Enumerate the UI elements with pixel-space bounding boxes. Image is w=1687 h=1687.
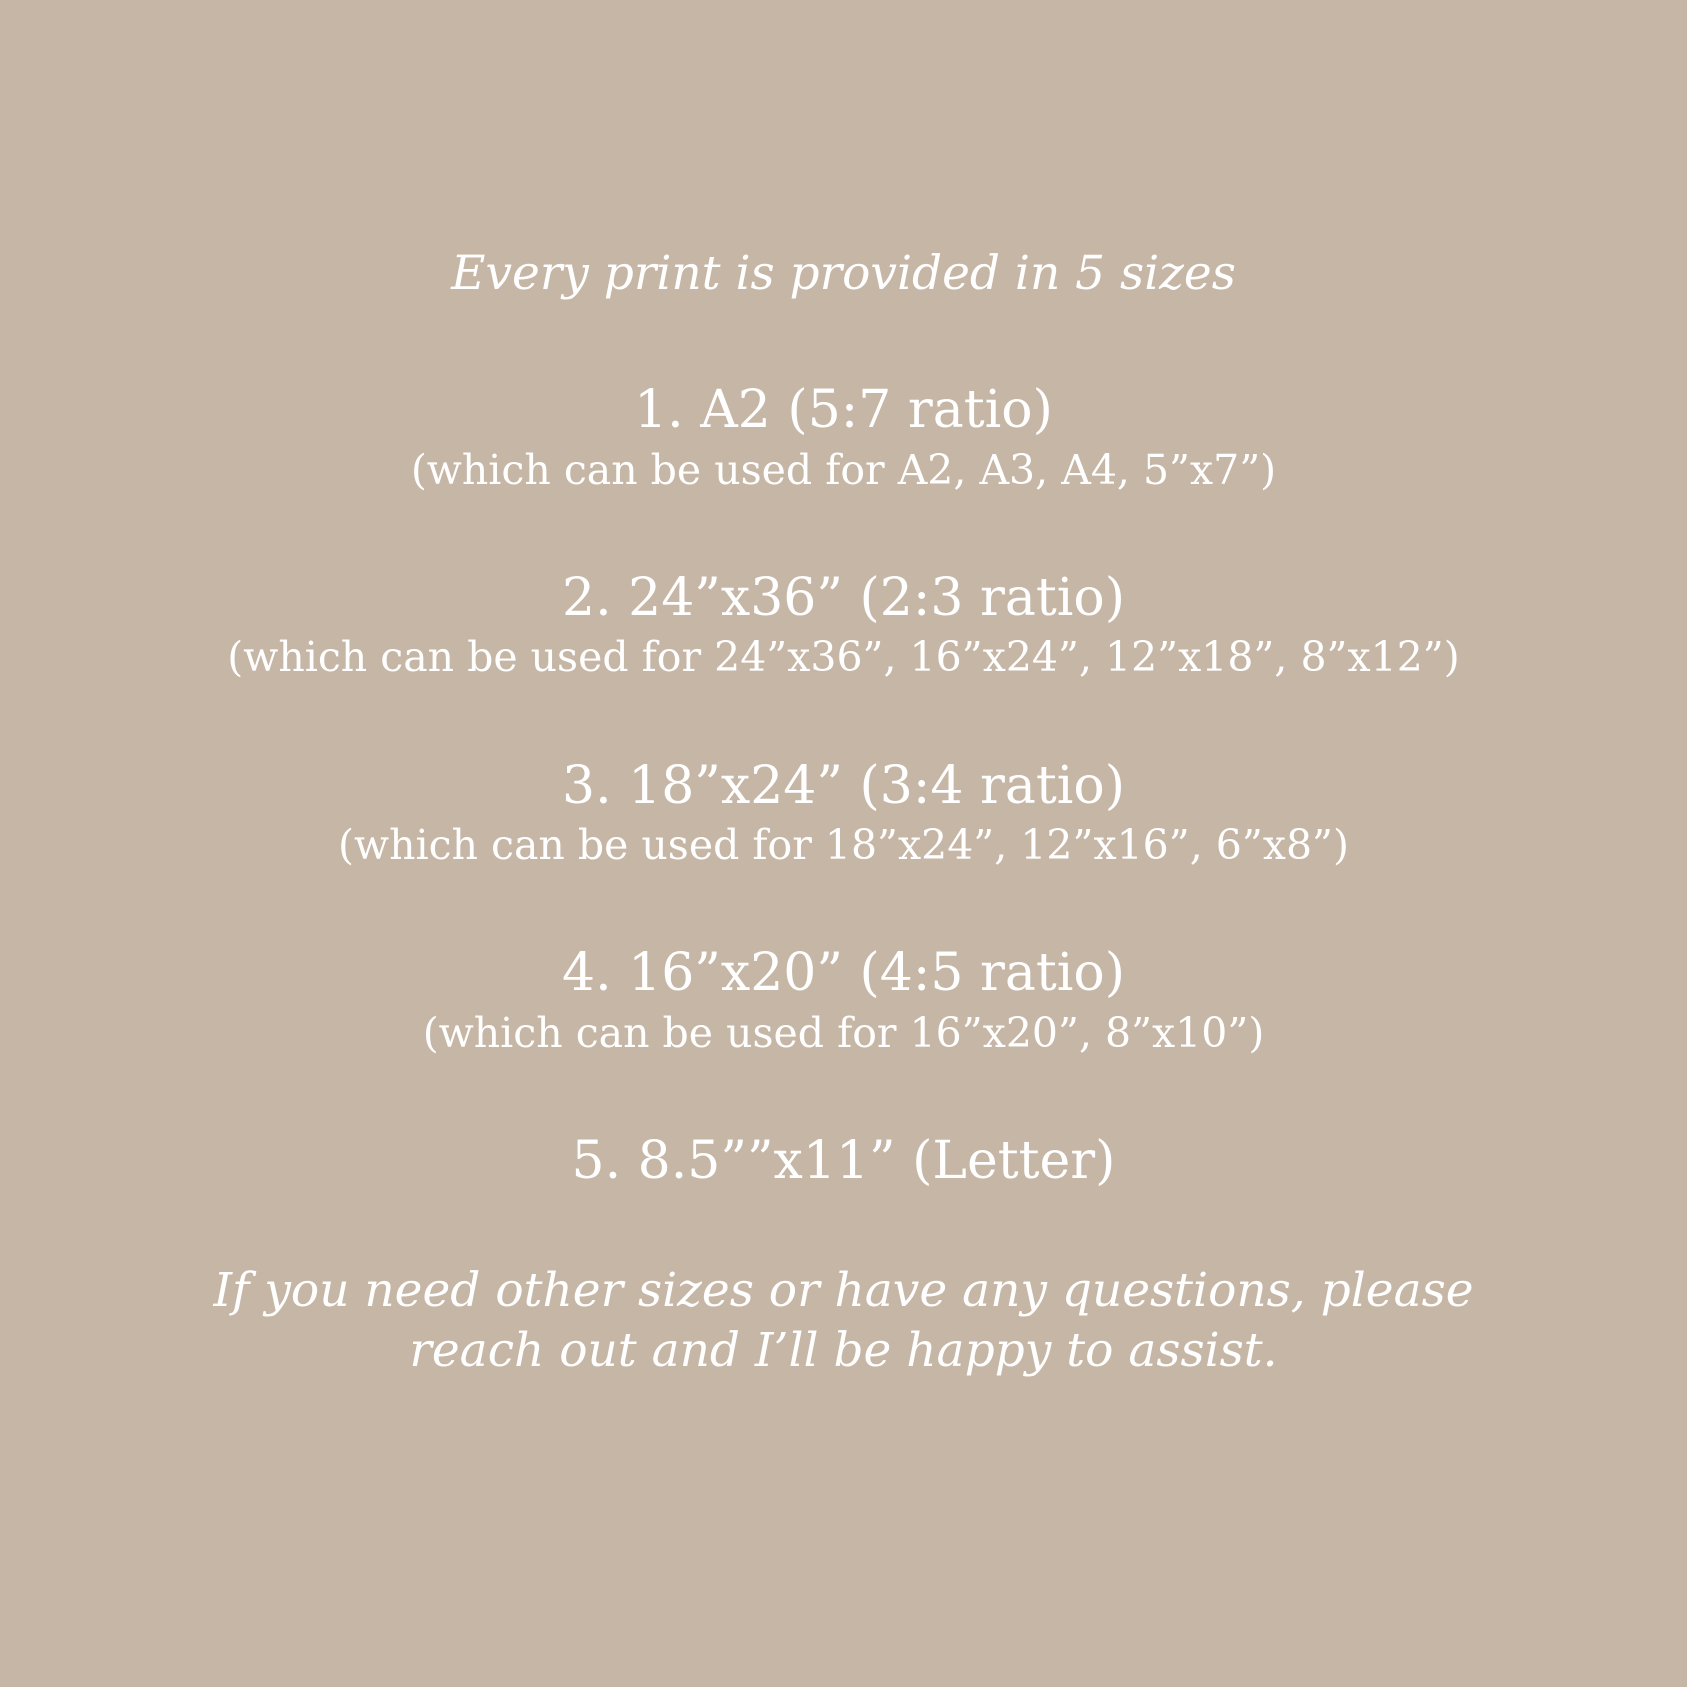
size-item-1-title: 1. A2 (5:7 ratio) [634, 380, 1053, 440]
size-item-3-note: (which can be used for 18”x24”, 12”x16”, 6”x8”) [338, 821, 1349, 869]
size-item-3-title: 3. 18”x24” (3:4 ratio) [562, 756, 1125, 816]
size-item-2-title: 2. 24”x36” (2:3 ratio) [562, 568, 1125, 628]
closing-message-line-1: If you need other sizes or have any questions, please [213, 1263, 1474, 1318]
size-item-4-note: (which can be used for 16”x20”, 8”x10”) [422, 1009, 1265, 1057]
intro-heading: Every print is provided in 5 sizes [451, 246, 1236, 301]
size-item-5-title: 5. 8.5””x11” (Letter) [571, 1131, 1116, 1191]
size-item-1-note: (which can be used for A2, A3, A4, 5”x7”) [410, 446, 1277, 494]
closing-message-line-2: reach out and I’ll be happy to assist. [409, 1323, 1278, 1378]
size-item-4-title: 4. 16”x20” (4:5 ratio) [562, 943, 1125, 1003]
size-item-2-note: (which can be used for 24”x36”, 16”x24”, 12”x18”, 8”x12”) [227, 633, 1460, 681]
